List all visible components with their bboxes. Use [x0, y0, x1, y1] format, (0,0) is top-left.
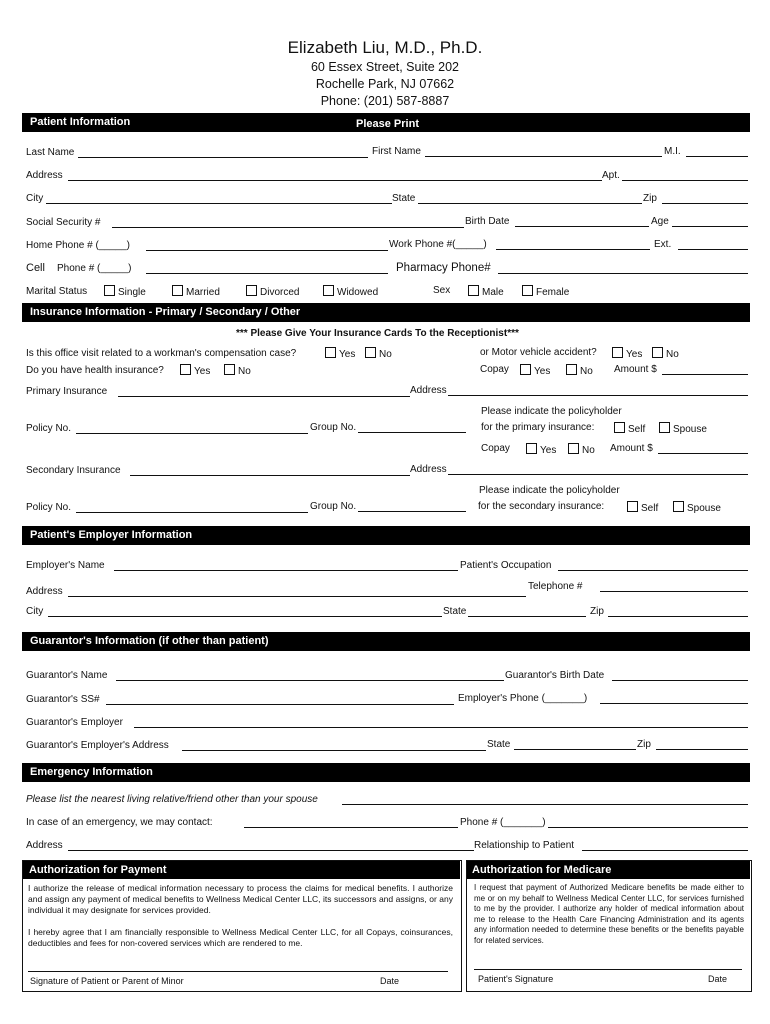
home-phone-label: Home Phone # (_____)	[26, 240, 130, 251]
secondary-spouse-checkbox[interactable]	[673, 501, 684, 512]
guarantor-name-field[interactable]	[116, 680, 504, 681]
relationship-field[interactable]	[582, 850, 748, 851]
marital-label: Marital Status	[26, 286, 88, 297]
copay-no-checkbox[interactable]	[566, 364, 577, 375]
zip-label: Zip	[643, 193, 657, 204]
motor-yes[interactable]: Yes	[612, 347, 642, 361]
divorced-option[interactable]: Divorced	[246, 285, 299, 299]
copay2-no-checkbox[interactable]	[568, 443, 579, 454]
copay2-yes[interactable]: Yes	[526, 443, 556, 457]
section-title: Patient's Employer Information	[30, 529, 193, 541]
employer-name-field[interactable]	[114, 570, 458, 571]
occupation-field[interactable]	[558, 570, 748, 571]
group-field-1[interactable]	[358, 432, 466, 433]
ext-field[interactable]	[678, 249, 748, 250]
copay-yes[interactable]: Yes	[520, 364, 550, 378]
female-option[interactable]: Female	[522, 285, 569, 299]
primary-spouse[interactable]: Spouse	[659, 422, 707, 436]
auth-payment-bar	[23, 861, 460, 879]
employer-phone-field[interactable]	[600, 703, 748, 704]
apt-field[interactable]	[622, 180, 748, 181]
health-no[interactable]: No	[224, 364, 251, 378]
primary-field[interactable]	[118, 396, 410, 397]
section-title: Insurance Information - Primary / Secondary / Other	[30, 306, 301, 318]
auth-medicare-p1: I request that payment of Authorized Medicare benefits be made either to me or on my behalf to Wellness Medical Center LLC, for services furnished to me by the provider. I authorize any holder of medical information about me to release to the Health Care Financing Administration and its agents any information needed to determine these benefits or the benefits payable for related services.	[474, 883, 744, 945]
birth-date-field[interactable]	[515, 226, 649, 227]
section-title: Emergency Information	[30, 766, 153, 778]
cell-phone-label: Phone # (_____)	[57, 263, 132, 274]
medicare-signature-field[interactable]	[474, 969, 742, 970]
street-address: 60 Essex Street, Suite 202	[310, 60, 459, 74]
policy-label-1: Policy No.	[26, 423, 72, 434]
for-secondary: for the secondary insurance:	[478, 501, 605, 512]
patient-info-bar	[22, 113, 750, 132]
male-checkbox[interactable]	[468, 285, 479, 296]
guarantor-employer-label: Guarantor's Employer	[26, 717, 123, 728]
group-label-1: Group No.	[310, 422, 357, 433]
employer-city-field[interactable]	[48, 616, 442, 617]
auth-medicare-title: Authorization for Medicare	[472, 864, 612, 876]
copay2-no[interactable]: No	[568, 443, 595, 457]
primary-address-field[interactable]	[448, 395, 748, 396]
guarantor-ssn-field[interactable]	[106, 704, 454, 705]
guarantor-birth-field[interactable]	[612, 680, 748, 681]
guarantor-zip-field[interactable]	[656, 749, 748, 750]
relationship-label: Relationship to Patient	[474, 840, 575, 851]
copay2-yes-checkbox[interactable]	[526, 443, 537, 454]
employer-zip-field[interactable]	[608, 616, 748, 617]
single-checkbox[interactable]	[104, 285, 115, 296]
please-print: Please Print	[356, 118, 419, 130]
employer-address-field[interactable]	[68, 596, 526, 597]
first-name-field[interactable]	[425, 156, 662, 157]
section-title: Guarantor's Information (if other than patient)	[30, 635, 269, 647]
emergency-address-field[interactable]	[68, 850, 474, 851]
employer-state-label: State	[443, 606, 467, 617]
motor-no[interactable]: No	[652, 347, 679, 361]
health-question: Do you have health insurance?	[26, 365, 164, 376]
amount-field[interactable]	[662, 374, 748, 375]
cell-label: Cell	[26, 262, 45, 274]
amount-field-2[interactable]	[658, 453, 748, 454]
employer-state-field[interactable]	[468, 616, 586, 617]
female-checkbox[interactable]	[522, 285, 533, 296]
apt-label: Apt.	[602, 170, 620, 181]
home-phone-field[interactable]	[146, 250, 388, 251]
married-checkbox[interactable]	[172, 285, 183, 296]
group-field-2[interactable]	[358, 511, 466, 512]
emergency-phone-label: Phone # (_______)	[460, 817, 546, 828]
age-field[interactable]	[672, 226, 748, 227]
mi-field[interactable]	[686, 156, 748, 157]
contact-label: In case of an emergency, we may contact:	[26, 817, 213, 828]
emergency-address-label: Address	[26, 840, 63, 851]
auth-medicare-bar	[467, 861, 750, 879]
widowed-option[interactable]: Widowed	[323, 285, 378, 299]
city-label: City	[26, 193, 44, 204]
sex-label: Sex	[433, 285, 451, 296]
employer-city-label: City	[26, 606, 44, 617]
workman-no-checkbox[interactable]	[365, 347, 376, 358]
birth-date-label: Birth Date	[465, 216, 510, 227]
payment-signature-field[interactable]	[28, 971, 448, 972]
ssn-field[interactable]	[112, 227, 464, 228]
secondary-address-label: Address	[410, 464, 447, 475]
state-field[interactable]	[418, 203, 642, 204]
single-option[interactable]: Single	[104, 285, 146, 299]
address-label: Address	[26, 170, 63, 181]
zip-field[interactable]	[662, 203, 748, 204]
pharmacy-label: Pharmacy Phone#	[396, 262, 491, 274]
health-yes[interactable]: Yes	[180, 364, 210, 378]
policy-field-2[interactable]	[76, 512, 308, 513]
motor-question: or Motor vehicle accident?	[480, 347, 597, 358]
copay-no[interactable]: No	[566, 364, 593, 378]
guarantor-state-field[interactable]	[514, 749, 636, 750]
auth-payment-title: Authorization for Payment	[29, 864, 167, 876]
primary-address-label: Address	[410, 385, 447, 396]
telephone-label: Telephone #	[528, 581, 583, 592]
workman-yes-checkbox[interactable]	[325, 347, 336, 358]
occupation-label: Patient's Occupation	[460, 560, 552, 571]
copay-label: Copay	[480, 364, 509, 375]
secondary-address-field[interactable]	[448, 474, 748, 475]
insurance-notice: *** Please Give Your Insurance Cards To the Receptionist***	[236, 328, 519, 339]
secondary-label: Secondary Insurance	[26, 465, 121, 476]
guarantor-birth-label: Guarantor's Birth Date	[505, 670, 605, 681]
cell-phone-field[interactable]	[146, 273, 388, 274]
pharmacy-field[interactable]	[498, 273, 748, 274]
payment-signature-label: Signature of Patient or Parent of Minor	[30, 976, 184, 986]
city-address: Rochelle Park, NJ 07662	[315, 77, 455, 91]
guarantor-info-bar	[22, 632, 750, 651]
mi-label: M.I.	[664, 146, 681, 157]
guarantor-state-label: State	[487, 739, 511, 750]
office-phone: Phone: (201) 587-8887	[320, 94, 450, 108]
insurance-info-bar	[22, 303, 750, 322]
guarantor-name-label: Guarantor's Name	[26, 670, 108, 681]
state-label: State	[392, 193, 416, 204]
employer-name-label: Employer's Name	[26, 560, 105, 571]
ext-label: Ext.	[654, 239, 672, 250]
doctor-name: Elizabeth Liu, M.D., Ph.D.	[287, 38, 483, 57]
auth-payment-p1: I authorize the release of medical information necessary to process the claims for medical benefits. I authorize and assign any payment of medical benefits to Wellness Medical Center LLC, its successors and assigns, or any individual it may designate for services provided.	[28, 883, 453, 915]
divorced-checkbox[interactable]	[246, 285, 257, 296]
auth-payment-p2: I hereby agree that I am financially responsible to Wellness Medical Center LLC, for all Copays, coinsurances, deductibles and fees for non-covered services which are rendered to me.	[28, 927, 453, 948]
employer-phone-label: Employer's Phone (_______)	[458, 693, 588, 704]
city-field[interactable]	[46, 203, 392, 204]
policy-field-1[interactable]	[76, 433, 308, 434]
for-primary: for the primary insurance:	[481, 422, 595, 433]
amount-label-2: Amount $	[610, 443, 653, 454]
ssn-label: Social Security #	[26, 217, 101, 228]
employer-info-bar	[22, 526, 750, 545]
workman-question: Is this office visit related to a workman's compensation case?	[26, 348, 297, 359]
employer-address-label: Address	[26, 586, 63, 597]
section-title: Patient Information	[30, 116, 131, 128]
secondary-self[interactable]: Self	[627, 501, 658, 515]
workman-yes[interactable]: Yes	[325, 347, 355, 361]
last-name-field[interactable]	[78, 157, 368, 158]
primary-label: Primary Insurance	[26, 386, 108, 397]
auth-payment-box	[22, 860, 462, 992]
medicare-signature-label: Patient's Signature	[478, 974, 554, 984]
primary-self-checkbox[interactable]	[614, 422, 625, 433]
amount-label: Amount $	[614, 364, 657, 375]
work-phone-field[interactable]	[496, 249, 650, 250]
address-field[interactable]	[68, 180, 602, 181]
first-name-label: First Name	[372, 146, 421, 157]
male-option[interactable]: Male	[468, 285, 504, 299]
motor-yes-checkbox[interactable]	[612, 347, 623, 358]
payment-date-label: Date	[380, 976, 400, 986]
secondary-spouse[interactable]: Spouse	[673, 501, 721, 515]
indicate-primary: Please indicate the policyholder	[481, 406, 622, 417]
emergency-info-bar	[22, 763, 750, 782]
health-yes-checkbox[interactable]	[180, 364, 191, 375]
guarantor-employer-field[interactable]	[134, 727, 748, 728]
relative-label: Please list the nearest living relative/friend other than your spouse	[26, 794, 318, 805]
guarantor-emp-address-field[interactable]	[182, 750, 486, 751]
last-name-label: Last Name	[26, 147, 75, 158]
employer-zip-label: Zip	[590, 606, 604, 617]
copay-label-2: Copay	[481, 443, 510, 454]
guarantor-ssn-label: Guarantor's SS#	[26, 694, 100, 705]
emergency-phone-field[interactable]	[548, 827, 748, 828]
primary-spouse-checkbox[interactable]	[659, 422, 670, 433]
copay-yes-checkbox[interactable]	[520, 364, 531, 375]
contact-field[interactable]	[244, 827, 458, 828]
motor-no-checkbox[interactable]	[652, 347, 663, 358]
married-option[interactable]: Married	[172, 285, 220, 299]
age-label: Age	[651, 216, 669, 227]
indicate-secondary: Please indicate the policyholder	[479, 485, 620, 496]
policy-label-2: Policy No.	[26, 502, 72, 513]
secondary-self-checkbox[interactable]	[627, 501, 638, 512]
primary-self[interactable]: Self	[614, 422, 645, 436]
relative-field[interactable]	[342, 804, 748, 805]
group-label-2: Group No.	[310, 501, 357, 512]
work-phone-label: Work Phone #(_____)	[389, 239, 487, 250]
guarantor-emp-address-label: Guarantor's Employer's Address	[26, 740, 169, 751]
health-no-checkbox[interactable]	[224, 364, 235, 375]
secondary-field[interactable]	[130, 475, 410, 476]
telephone-field[interactable]	[600, 591, 748, 592]
medicare-date-label: Date	[708, 974, 728, 984]
guarantor-zip-label: Zip	[637, 739, 651, 750]
workman-no[interactable]: No	[365, 347, 392, 361]
widowed-checkbox[interactable]	[323, 285, 334, 296]
